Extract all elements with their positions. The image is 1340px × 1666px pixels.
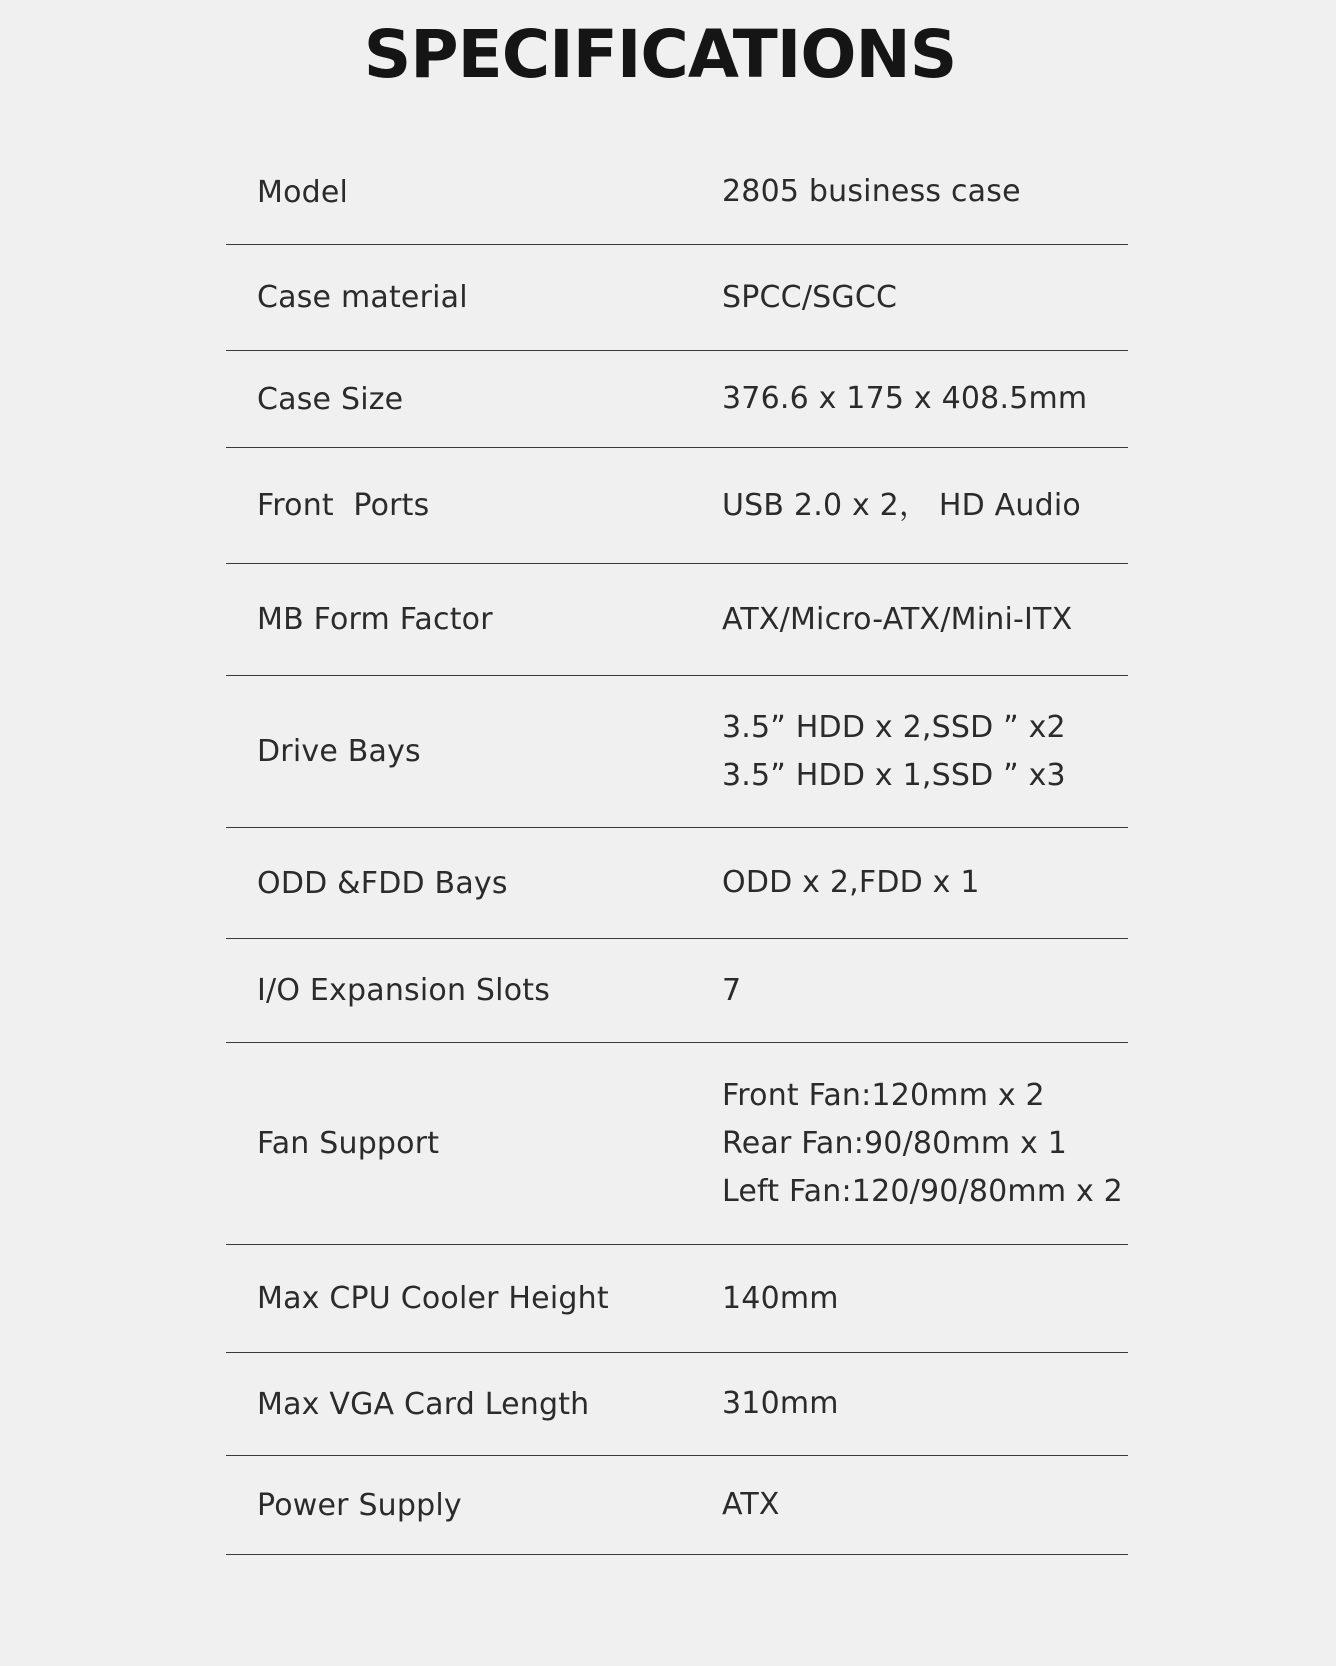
spec-row-fan-support — [226, 1043, 1128, 1245]
spec-value — [722, 1353, 839, 1455]
spec-value — [722, 448, 1081, 563]
spec-value-line: 7 — [722, 972, 742, 1008]
spec-value — [722, 828, 980, 938]
spec-label: Max CPU Cooler Height — [257, 1281, 609, 1316]
spec-value — [722, 939, 741, 1042]
spec-label: ODD &FDD Bays — [257, 865, 508, 901]
spec-value-line: USB 2.0 x 2， HD Audio — [722, 487, 1081, 523]
spec-label: I/O Expansion Slots — [257, 973, 551, 1008]
spec-row-io-expansion-slots — [226, 939, 1128, 1043]
spec-value — [722, 676, 1066, 827]
spec-label: Model — [257, 174, 349, 210]
spec-row-max-vga-card-length — [226, 1353, 1128, 1456]
spec-row-odd-fdd-bays — [226, 828, 1128, 939]
spec-value — [722, 1245, 839, 1352]
spec-row-power-supply — [226, 1456, 1128, 1555]
spec-value-line: SPCC/SGCC — [722, 279, 898, 315]
spec-value-line: Left Fan:120/90/80mm x 2 — [722, 1173, 1123, 1209]
spec-row-model — [226, 140, 1128, 245]
spec-value-line: 3.5” HDD x 1,SSD ” x3 — [722, 757, 1066, 793]
spec-value-line: Front Fan:120mm x 2 — [722, 1077, 1045, 1113]
spec-label: MB Form Factor — [257, 602, 493, 637]
spec-row-case-material — [226, 245, 1128, 351]
spec-label: Max VGA Card Length — [257, 1386, 590, 1422]
page-title: SPECIFICATIONS — [363, 16, 957, 93]
spec-label: Case material — [257, 280, 468, 315]
spec-label: Front Ports — [257, 488, 430, 523]
spec-row-drive-bays — [226, 676, 1128, 828]
spec-value — [722, 140, 1021, 244]
spec-value — [722, 245, 897, 350]
spec-value-line: ATX — [722, 1487, 780, 1522]
spec-value-line: 376.6 x 175 x 408.5mm — [722, 381, 1088, 416]
spec-value — [722, 1456, 780, 1554]
spec-value-line: 140mm — [722, 1280, 839, 1316]
spec-label: Case Size — [257, 381, 404, 417]
spec-value — [722, 564, 1072, 675]
spec-label: Fan Support — [257, 1126, 440, 1161]
spec-row-max-cpu-cooler-height — [226, 1245, 1128, 1353]
spec-row-mb-form-factor — [226, 564, 1128, 676]
spec-value-line: 3.5” HDD x 2,SSD ” x2 — [722, 709, 1066, 745]
spec-value-line: 310mm — [722, 1386, 839, 1421]
spec-value — [722, 1043, 1123, 1244]
spec-value-line: ODD x 2,FDD x 1 — [722, 865, 980, 900]
spec-label: Drive Bays — [257, 734, 421, 769]
spec-row-front-ports — [226, 448, 1128, 564]
spec-value-line: Rear Fan:90/80mm x 1 — [722, 1125, 1068, 1161]
spec-row-case-size — [226, 351, 1128, 448]
spec-value-line: ATX/Micro-ATX/Mini-ITX — [722, 601, 1073, 637]
spec-value-line: 2805 business case — [722, 174, 1021, 209]
spec-label: Power Supply — [257, 1487, 462, 1523]
page-edge — [1336, 0, 1340, 1666]
spec-value — [722, 351, 1087, 447]
